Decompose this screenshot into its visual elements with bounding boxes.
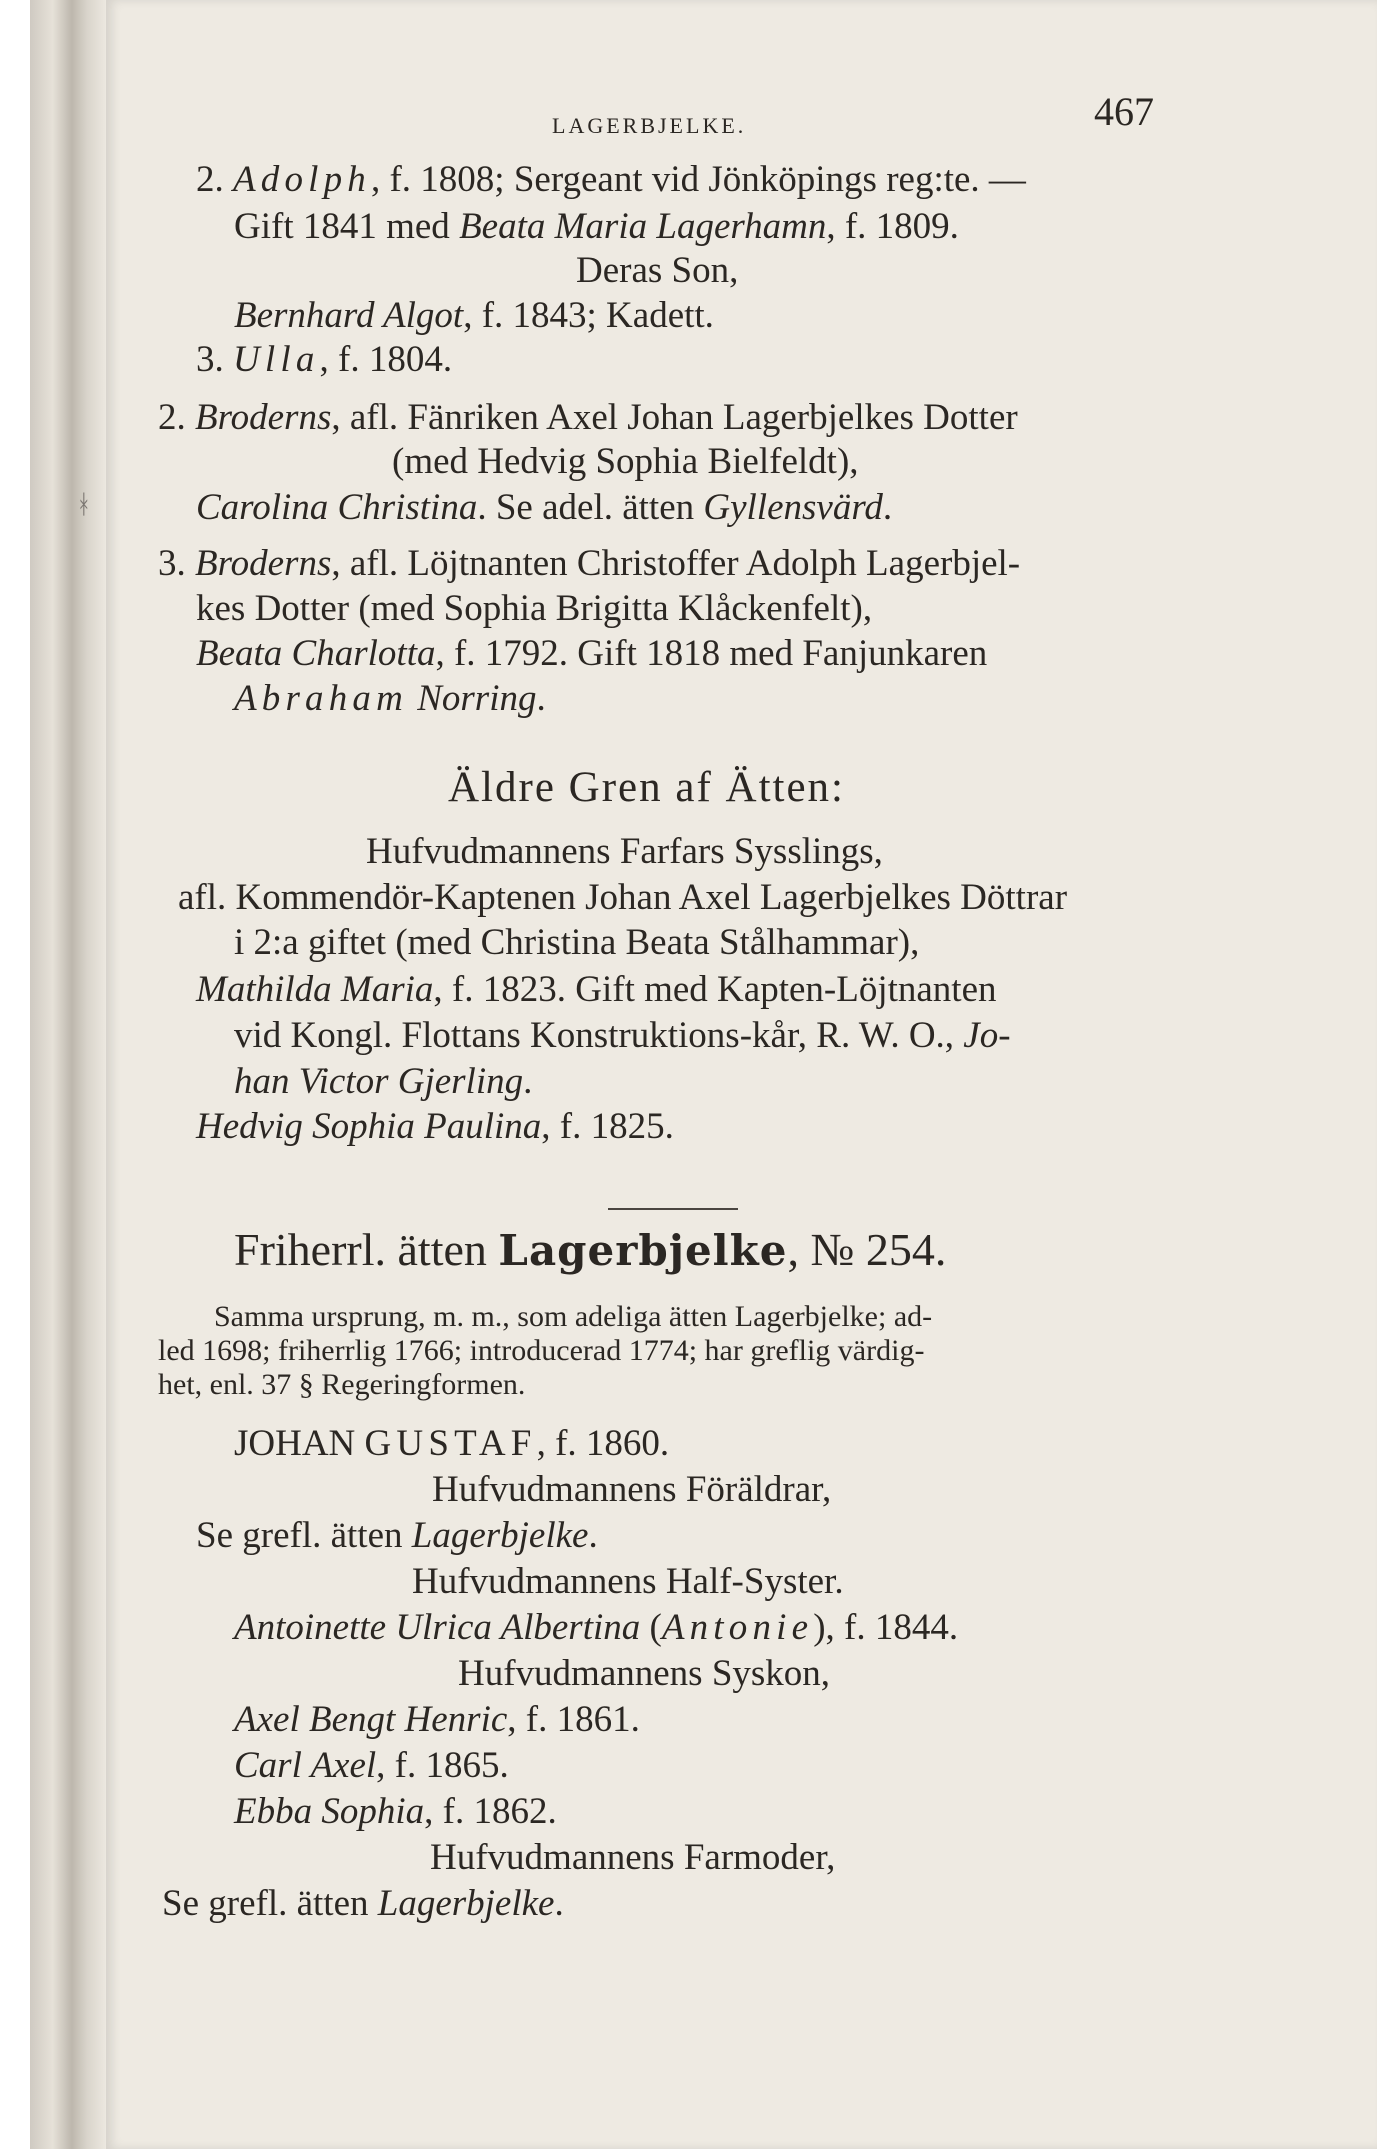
text-segment: Se grefl. ätten bbox=[196, 1515, 412, 1556]
text-segment: , f. 1861. bbox=[507, 1699, 640, 1740]
text-segment: (med Hedvig Sophia Bielfeldt), bbox=[392, 441, 859, 482]
italic-name: Norring bbox=[417, 678, 537, 719]
text-segment: Äldre Gren af Ätten: bbox=[448, 764, 845, 811]
text-line bbox=[430, 1836, 835, 1880]
text-segment: het, enl. 37 § Regeringformen. bbox=[158, 1368, 526, 1401]
italic-name: Carolina Christina bbox=[196, 487, 478, 528]
italic-name: Ebba Sophia bbox=[234, 1791, 425, 1832]
running-header: LAGERBJELKE. bbox=[552, 113, 747, 138]
text-segment: , f. 1804. bbox=[319, 339, 453, 380]
text-segment: . bbox=[588, 1515, 598, 1556]
text-segment: , f. 1862. bbox=[424, 1791, 557, 1832]
text-line bbox=[234, 677, 546, 721]
italic-name: Lagerbjelke bbox=[377, 1883, 555, 1924]
text-segment: 3. bbox=[158, 543, 195, 584]
section-divider bbox=[608, 1208, 738, 1210]
text-segment: . bbox=[554, 1883, 564, 1924]
text-line bbox=[234, 1060, 532, 1104]
text-segment: led 1698; friherrlig 1766; introducerad 1774; har greflig värdig- bbox=[158, 1334, 925, 1367]
italic-name: Beata Maria Lagerhamn bbox=[459, 206, 827, 247]
text-segment: , f. 1860. bbox=[536, 1423, 670, 1464]
text-segment: , f. 1843; Kadett. bbox=[463, 295, 714, 336]
italic-name: Hedvig Sophia Paulina bbox=[196, 1106, 542, 1147]
text-segment: , f. 1823. Gift med Kapten-Löjtnanten bbox=[433, 969, 997, 1010]
text-segment: afl. Kommendör-Kaptenen Johan Axel Lagerbjelkes Döttrar bbox=[178, 877, 1068, 918]
text-segment: , f. 1808; Sergeant vid Jönköpings reg:te. — bbox=[370, 159, 1026, 200]
text-line bbox=[196, 158, 1026, 202]
text-segment: 2. bbox=[196, 159, 233, 200]
italic-name: Bernhard Algot bbox=[234, 295, 464, 336]
italic-name: Beata Charlotta bbox=[196, 633, 436, 674]
text-segment: i 2:a giftet (med Christina Beata Stålhammar), bbox=[234, 922, 920, 963]
text-line bbox=[214, 1300, 932, 1334]
italic-name: han Victor Gjerling bbox=[234, 1061, 524, 1102]
text-line bbox=[178, 876, 1067, 920]
text-line bbox=[196, 632, 987, 676]
text-line bbox=[234, 1422, 669, 1466]
margin-mark: ᚼ bbox=[76, 490, 92, 520]
text-line bbox=[234, 1224, 947, 1275]
text-line bbox=[448, 766, 845, 810]
text-segment: Friherrl. ätten bbox=[234, 1224, 499, 1275]
text-segment: , f. 1792. Gift 1818 med Fanjunkaren bbox=[435, 633, 988, 674]
italic-name: Antonie bbox=[661, 1607, 814, 1648]
text-segment: , afl. Fänriken Axel Johan Lagerbjelkes Dotter bbox=[331, 397, 1018, 438]
text-segment: ), f. 1844. bbox=[813, 1607, 959, 1648]
text-line bbox=[234, 1606, 958, 1650]
text-line bbox=[158, 1334, 924, 1368]
text-segment: . bbox=[882, 487, 893, 528]
italic-name: Lagerbjelke bbox=[411, 1515, 589, 1556]
text-line bbox=[412, 1560, 844, 1604]
italic-name: Broderns bbox=[195, 397, 332, 438]
italic-name: Carl Axel bbox=[234, 1745, 377, 1786]
italic-name: Antoinette Ulrica Albertina bbox=[234, 1607, 641, 1648]
text-segment: JOHAN bbox=[234, 1423, 365, 1464]
text-line bbox=[158, 1368, 525, 1402]
text-segment: Hufvudmannens Farmoder, bbox=[430, 1837, 836, 1878]
text-segment: , afl. Löjtnanten Christoffer Adolph Lagerbjel- bbox=[331, 543, 1021, 584]
text-segment: 3. bbox=[196, 339, 233, 380]
page-number: 467 bbox=[1094, 89, 1154, 134]
text-segment: , f. 1865. bbox=[376, 1745, 509, 1786]
text-line bbox=[196, 968, 997, 1012]
italic-name: Gyllensvärd bbox=[703, 487, 883, 528]
text-line bbox=[576, 249, 738, 293]
text-line bbox=[196, 1105, 674, 1149]
text-segment: Hufvudmannens Föräldrar, bbox=[432, 1469, 832, 1510]
text-segment: GUSTAF bbox=[364, 1423, 537, 1464]
text-line bbox=[196, 1514, 598, 1558]
text-line bbox=[234, 1744, 509, 1788]
text-segment: vid Kongl. Flottans Konstruktions-kår, R. W. O., bbox=[234, 1015, 964, 1056]
text-segment: Hufvudmannens Farfars Sysslings, bbox=[366, 831, 883, 872]
text-segment: . Se adel. ätten bbox=[477, 487, 704, 528]
text-line bbox=[158, 396, 1018, 440]
text-line bbox=[234, 921, 919, 965]
text-line bbox=[162, 1882, 564, 1926]
text-segment: , f. 1809. bbox=[826, 206, 959, 247]
text-line bbox=[366, 830, 883, 874]
text-segment: 2. bbox=[158, 397, 195, 438]
text-line bbox=[392, 440, 859, 484]
italic-name: Adolph bbox=[233, 159, 371, 200]
italic-name: Jo- bbox=[963, 1015, 1011, 1056]
text-line bbox=[158, 542, 1020, 586]
italic-name: Mathilda Maria bbox=[196, 969, 434, 1010]
italic-name: Broderns bbox=[195, 543, 332, 584]
text-segment: kes Dotter (med Sophia Brigitta Klåckenfelt), bbox=[196, 588, 873, 629]
text-segment: , № 254. bbox=[787, 1224, 947, 1275]
italic-name: Abraham bbox=[234, 678, 408, 719]
family-name-bold: Lagerbjelke bbox=[498, 1226, 788, 1275]
italic-name: Ulla bbox=[233, 339, 320, 380]
text-segment: Hufvudmannens Half-Syster. bbox=[412, 1561, 844, 1602]
text-segment: ( bbox=[640, 1607, 662, 1648]
text-line bbox=[234, 294, 714, 338]
text-segment bbox=[408, 678, 417, 719]
italic-name: Axel Bengt Henric bbox=[234, 1699, 508, 1740]
text-segment: Hufvudmannens Syskon, bbox=[458, 1653, 831, 1694]
text-segment: Gift 1841 med bbox=[234, 206, 460, 247]
text-line bbox=[234, 205, 959, 249]
text-segment: Se grefl. ätten bbox=[162, 1883, 378, 1924]
text-line bbox=[458, 1652, 830, 1696]
text-segment: . bbox=[523, 1061, 533, 1102]
text-line bbox=[196, 587, 872, 631]
text-segment: . bbox=[536, 678, 546, 719]
text-segment: Samma ursprung, m. m., som adeliga ätten Lagerbjelke; ad- bbox=[214, 1300, 933, 1333]
text-line bbox=[196, 486, 892, 530]
book-spine bbox=[30, 0, 106, 2149]
text-segment: Deras Son, bbox=[576, 250, 739, 291]
text-line bbox=[234, 1698, 640, 1742]
text-line bbox=[196, 338, 452, 382]
text-line bbox=[234, 1014, 1011, 1058]
text-line bbox=[234, 1790, 557, 1834]
text-line bbox=[432, 1468, 831, 1512]
text-segment: , f. 1825. bbox=[541, 1106, 674, 1147]
